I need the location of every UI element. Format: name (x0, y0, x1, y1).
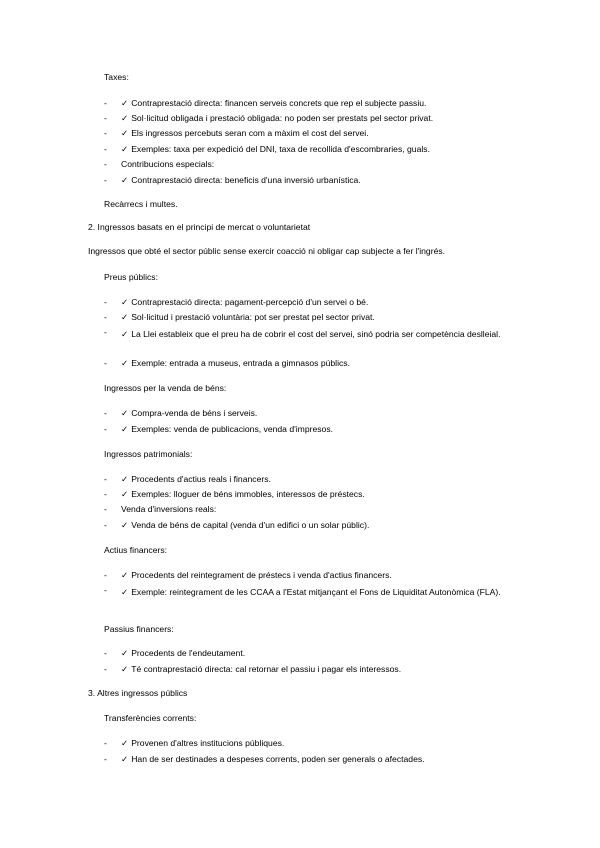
checkmark-icon: ✓ (121, 98, 129, 108)
checkmark-icon: ✓ (121, 175, 129, 185)
section-2-intro: Ingressos que obté el sector públic sense exercir coacció ni obligar cap subjecte a fer l'ingrés. (88, 246, 446, 256)
bullet-dash: - (104, 738, 107, 748)
bullet-dash: - (104, 113, 107, 123)
bullet-dash: - (104, 570, 107, 580)
patrim-heading: Ingressos patrimonials: (104, 449, 193, 459)
bullet-dash: - (104, 128, 107, 138)
bullet-dash: - (104, 489, 107, 499)
checkmark-icon: ✓ (121, 408, 129, 418)
list-item: ✓ Exemple: entrada a museus, entrada a gimnasos públics. (121, 358, 350, 368)
list-item: ✓ Contraprestació directa: financen serveis concrets que rep el subjecte passiu. (121, 98, 427, 108)
checkmark-icon: ✓ (121, 570, 129, 580)
list-item: ✓ Contraprestació directa: beneficis d'una inversió urbanística. (121, 175, 361, 185)
checkmark-icon: ✓ (121, 648, 129, 658)
section-2-title: 2. Ingressos basats en el principi de mercat o voluntarietat (88, 222, 311, 232)
list-item: ✓ Provenen d'altres institucions públiques. (121, 738, 285, 748)
list-item: ✓ Contraprestació directa: pagament-percepció d'un servei o bé. (121, 297, 369, 307)
checkmark-icon: ✓ (121, 329, 129, 339)
checkmark-icon: ✓ (121, 489, 129, 499)
preus-heading: Preus públics: (104, 272, 158, 282)
list-item: ✓ Procedents d'actius reals i financers. (121, 474, 271, 484)
checkmark-icon: ✓ (121, 587, 129, 597)
checkmark-icon: ✓ (121, 128, 129, 138)
bullet-dash: - (104, 520, 107, 530)
checkmark-icon: ✓ (121, 312, 129, 322)
bullet-dash: - (104, 159, 107, 169)
list-item: ✓ Exemples: lloguer de béns immobles, interessos de préstecs. (121, 489, 365, 499)
inversions-heading: Venda d'inversions reals: (121, 504, 217, 514)
checkmark-icon: ✓ (121, 297, 129, 307)
bullet-dash: - (104, 312, 107, 322)
actius-heading: Actius financers: (104, 545, 168, 555)
passius-heading: Passius financers: (104, 624, 174, 634)
list-item: ✓ Els ingressos percebuts seran com a màxim el cost del servei. (121, 128, 369, 138)
recarrecs-heading: Recàrrecs i multes. (104, 199, 178, 209)
bullet-dash: - (104, 504, 107, 514)
list-item: ✓ Han de ser destinades a despeses corrents, poden ser generals o afectades. (121, 754, 425, 764)
bullet-dash: - (104, 297, 107, 307)
list-item: ✓ Procedents del reintegrament de préstecs i venda d'actius financers. (121, 570, 392, 580)
transf-heading: Transferències corrents: (104, 713, 197, 723)
checkmark-icon: ✓ (121, 144, 129, 154)
list-item: ✓ Sol·licitud i prestació voluntària: pot ser prestat pel sector privat. (121, 312, 375, 322)
list-item: ✓ Té contraprestació directa: cal retornar el passiu i pagar els interessos. (121, 664, 402, 674)
checkmark-icon: ✓ (121, 358, 129, 368)
bullet-dash: - (104, 408, 107, 418)
bullet-dash: - (104, 175, 107, 185)
venda-heading: Ingressos per la venda de béns: (104, 383, 227, 393)
list-item: ✓ Exemple: reintegrament de les CCAA a l'Estat mitjançant el Fons de Liquiditat Autonòmica (FLA). (121, 587, 501, 597)
list-item: ✓ Procedents de l'endeutament. (121, 648, 246, 658)
checkmark-icon: ✓ (121, 474, 129, 484)
bullet-dash: - (104, 648, 107, 658)
bullet-dash: - (104, 585, 107, 595)
checkmark-icon: ✓ (121, 754, 129, 764)
list-item: ✓ Exemples: taxa per expedició del DNI, taxa de recollida d'escombraries, guals. (121, 144, 430, 154)
checkmark-icon: ✓ (121, 520, 129, 530)
checkmark-icon: ✓ (121, 738, 129, 748)
list-item: ✓ Sol·licitud obligada i prestació obligada: no poden ser prestats pel sector privat. (121, 113, 434, 123)
bullet-dash: - (104, 664, 107, 674)
bullet-dash: - (104, 327, 107, 337)
bullet-dash: - (104, 754, 107, 764)
list-item: ✓ Venda de béns de capital (venda d'un edifici o un solar públic). (121, 520, 370, 530)
list-item: ✓ Exemples: venda de publicacions, venda d'impresos. (121, 424, 334, 434)
bullet-dash: - (104, 424, 107, 434)
taxes-heading: Taxes: (104, 72, 129, 82)
bullet-dash: - (104, 358, 107, 368)
bullet-dash: - (104, 98, 107, 108)
list-item: ✓ La Llei estableix que el preu ha de cobrir el cost del servei, sinó podria ser competència deslleial. (121, 329, 501, 339)
bullet-dash: - (104, 144, 107, 154)
list-item: ✓ Compra-venda de béns i serveis. (121, 408, 258, 418)
checkmark-icon: ✓ (121, 424, 129, 434)
bullet-dash: - (104, 474, 107, 484)
section-3-title: 3. Altres ingressos públics (88, 688, 188, 698)
checkmark-icon: ✓ (121, 113, 129, 123)
checkmark-icon: ✓ (121, 664, 129, 674)
contrib-heading: Contribucions especials: (121, 159, 215, 169)
